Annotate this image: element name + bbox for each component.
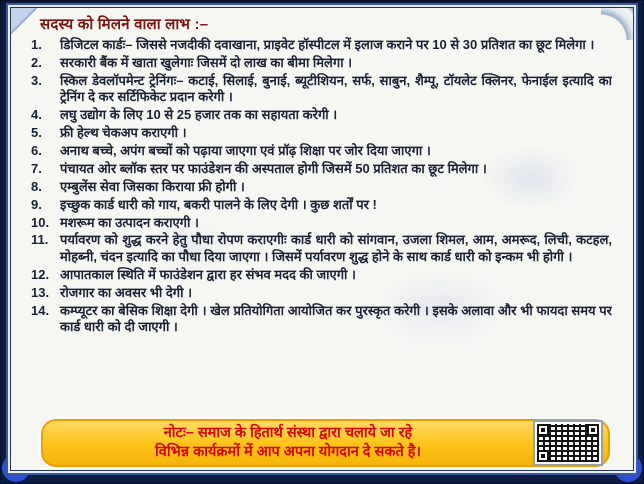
item-text: रोजगार का अवसर भी देगी । [60, 284, 193, 300]
qr-code [533, 420, 603, 466]
item-text: इच्छुक कार्ड धारी को गाय, बकरी पालने के लिए देगी । कुछ शर्तों पर ! [60, 196, 377, 212]
item-number: 7. [31, 160, 42, 176]
item-text: सरकारी बैंक में खाता खुलेगाः जिसमें दो लाख का बीमा मिलेगा । [60, 54, 353, 70]
item-number: 12. [31, 266, 50, 282]
item-text: कम्प्यूटर का बेसिक शिक्षा देगी । खेल प्रतियोगिता आयोजित कर पुरस्कृत करेगी । इसके अलावा और भी फायदा समय पर कार्ड धारी को दी जाएगी । [60, 302, 612, 334]
list-item [31, 161, 612, 177]
list-item [31, 303, 612, 336]
item-text: फ्री हेल्थ चेकअप कराएगी । [60, 125, 187, 141]
item-text: मशरूम का उत्पादन कराएगी । [60, 214, 199, 230]
list-item [31, 215, 612, 231]
list-item [31, 73, 612, 106]
item-text: डिजिटल कार्डः– जिससे नजदीकी दवाखाना, प्राइवेट हॉस्पीटल में इलाज कराने पर 10 से 30 प्रतिशत का छूट मिलेगा । [60, 37, 595, 52]
item-number: 10. [31, 214, 50, 230]
qr-finder-icon [587, 424, 599, 436]
item-text: एम्बुलेंस सेवा जिसका किराया फ्री होगी । [60, 178, 245, 194]
list-item [31, 55, 612, 71]
item-text: पर्यावरण को शुद्ध करने हेतु पौधा रोपण कराएगीः कार्ड धारी को सांगवान, उजला शिमल, आम, अमरूद, लिची, कटहल, मोहब्नी, चंदन इत्यादि का पौधा दिया जाएगा । जिसमें पर्यावरण शुद्ध होने के साथ कार्ड धारी को इन्कम भी होगी । [60, 232, 612, 264]
item-number: 3. [31, 72, 42, 88]
list-item [31, 179, 612, 195]
qr-finder-icon [537, 450, 549, 462]
page-title: सदस्य को मिलने वाला लाभ :– [40, 16, 209, 33]
list-item [31, 125, 612, 141]
note-text [43, 424, 533, 463]
item-number: 14. [31, 302, 50, 318]
list-item [31, 197, 612, 213]
item-text: आपातकाल स्थिति में फाउंडेशन द्वारा हर संभव मदद की जाएगी । [60, 266, 356, 282]
qr-finder-icon [537, 424, 549, 436]
item-number: 1. [31, 37, 42, 52]
item-number: 4. [31, 107, 42, 123]
note-line-1: नोटः– समाज के हितार्थ संस्था द्वारा चलाये जा रहे [163, 424, 413, 441]
item-text: अनाथ बच्चे, अपंग बच्चों को पढ़ाया जाएगा एवं प्रॉढ़ शिक्षा पर जोर दिया जाएगा । [60, 142, 431, 158]
note-line-2: विभिन्न कार्यक्रमों में आप अपना योगदान दे सकते है। [155, 444, 421, 460]
list-item [31, 143, 612, 159]
list-item [31, 267, 612, 283]
item-number: 2. [31, 54, 42, 70]
item-text: लघु उद्योग के लिए 10 से 25 हजार तक का सहायता करेगी । [60, 107, 338, 123]
item-number: 13. [31, 284, 50, 300]
item-number: 11. [31, 232, 49, 248]
item-text: पंचायत ओर ब्लॉक स्तर पर फाउंडेशन की अस्पताल होगी जिसमें 50 प्रतिशत का छूट मिलेगा । [60, 160, 487, 176]
item-number: 6. [31, 142, 42, 158]
item-number: 9. [31, 196, 42, 212]
list-item [31, 107, 612, 123]
item-number: 5. [31, 125, 42, 141]
list-item [31, 285, 612, 301]
benefits-list [31, 12, 612, 416]
list-item [31, 37, 612, 53]
list-item [31, 232, 612, 265]
item-number: 8. [31, 178, 42, 194]
content-panel [10, 7, 634, 471]
item-text: स्किल डेवलॉपमेन्ट ट्रेनिंगः– कटाई, सिलाई, बुनाई, ब्यूटीशियन, सर्फ, साबुन, शैम्पू, टॉयलेट क्लिनर, फेनाईल इत्यादि का ट्रेनिंग दे कर सर्टिफिकेट प्रदान करेगी । [60, 72, 612, 105]
note-banner [41, 419, 610, 467]
